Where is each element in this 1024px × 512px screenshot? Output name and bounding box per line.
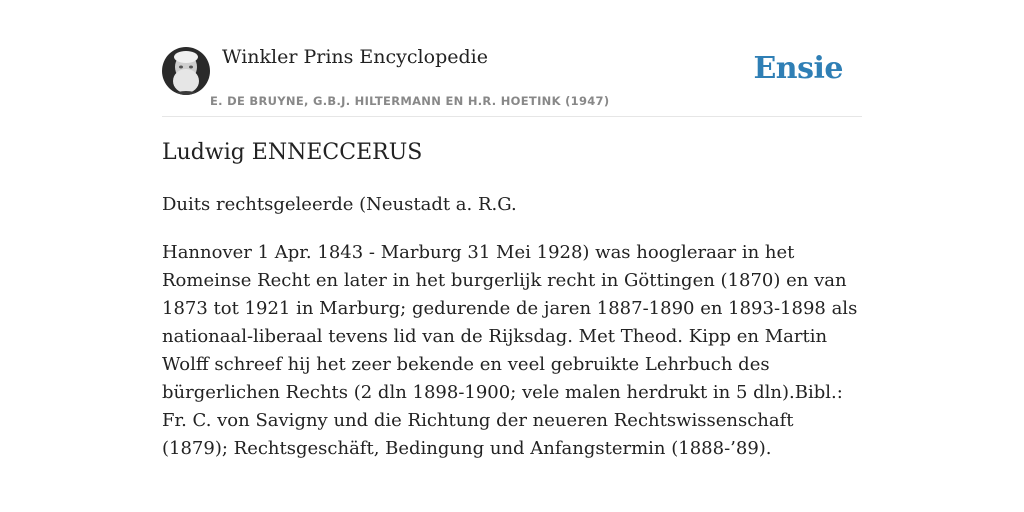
entry-title: Ludwig ENNECCERUS xyxy=(162,140,423,165)
entry-body: Hannover 1 Apr. 1843 - Marburg 31 Mei 1928) was hoogleraar in het Romeinse Recht en later in het burgerlijk recht in Göttingen (1870) en van 1873 tot 1921 in Marburg; gedurende de jaren 1887-1890 en 1893-1898 als nationaal-liberaal tevens lid van de Rijksdag. Met Theod. Kipp en Martin Wolff schreef hij het zeer bekende en veel gebruikte Lehrbuch des bürgerlichen Rechts (2 dln 1898-1900; vele malen herdrukt in 5 dln).Bibl.: Fr. C. von Savigny und die Richtung der neueren Rechtswissenschaft (1879); Rechtsgeschäft, Bedingung und Anfangstermin (1888-’89). xyxy=(162,242,858,459)
source-title[interactable]: Winkler Prins Encyclopedie xyxy=(222,46,488,68)
source-header xyxy=(162,46,862,117)
portrait-avatar-icon[interactable] xyxy=(162,47,210,95)
brand-logo[interactable]: Ensie xyxy=(753,51,843,86)
entry-subtitle: Duits rechtsgeleerde (Neustadt a. R.G. xyxy=(162,194,517,215)
source-authors: E. DE BRUYNE, G.B.J. HILTERMANN EN H.R. HOETINK (1947) xyxy=(210,94,610,108)
